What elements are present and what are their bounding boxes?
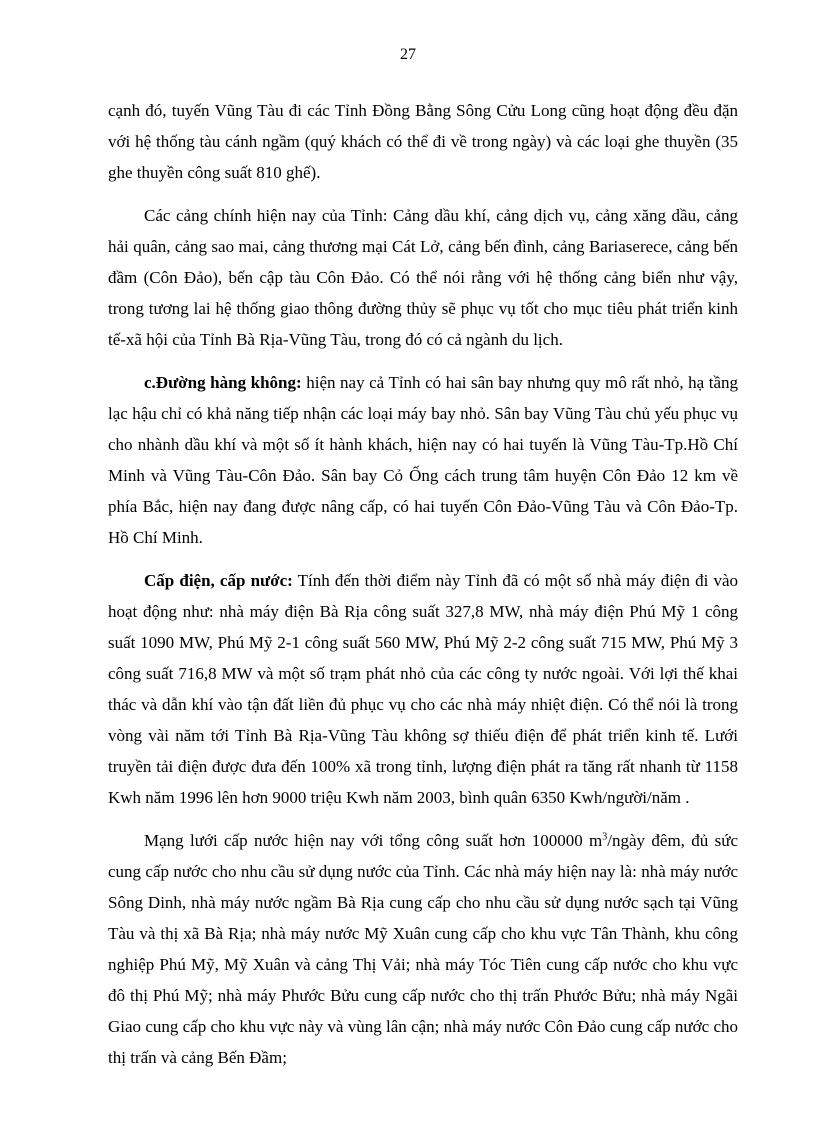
power-water-heading: Cấp điện, cấp nước: <box>144 571 293 590</box>
water-superscript: 3 <box>602 831 608 843</box>
paragraph-ports <box>108 200 738 355</box>
paragraph-power-text: Tính đến thời điểm này Tỉnh đã có một số nhà máy điện đi vào hoạt động như: nhà máy điện Bà Rịa công suất 327,8 MW, nhà máy điện Phú Mỹ 1 công suất 1090 MW, Phú Mỹ 2-1 công suất 560 MW, Phú Mỹ 2-2 công suất 715 MW, Phú Mỹ 3 công suất 716,8 MW và một số trạm phát nhỏ của các công ty nước ngoài. Với lợi thế khai thác và dẫn khí vào tận đất liền đủ phục vụ cho các nhà máy nhiệt điện. Có thể nói là trong vòng vài năm tới Tỉnh Bà Rịa-Vũng Tàu không sợ thiếu điện để phát triển kinh tế. Lưới truyền tải điện được đưa đến 100% xã trong tỉnh, lượng điện phát ra tăng rất nhanh từ 1158 Kwh năm 1996 lên hơn 9000 triệu Kwh năm 2003, bình quân 6350 Kwh/người/năm . <box>108 571 738 807</box>
paragraph-ports-text: Các cảng chính hiện nay của Tỉnh: Cảng dầu khí, cảng dịch vụ, cảng xăng dầu, cảng hải quân, cảng sao mai, cảng thương mại Cát Lở, cảng bến đình, cảng Bariaserece, cảng bến đầm (Côn Đảo), bến cập tàu Côn Đảo. Có thể nói rằng với hệ thống cảng biển như vậy, trong tương lai hệ thống giao thông đường thủy sẽ phục vụ tốt cho mục tiêu phát triển kinh tế-xã hội của Tỉnh Bà Rịa-Vũng Tàu, trong đó có cả ngành du lịch. <box>108 206 738 349</box>
paragraph-water <box>108 825 738 1073</box>
water-text-before: Mạng lưới cấp nước hiện nay với tổng công suất hơn 100000 m <box>144 831 603 850</box>
paragraph-ferry <box>108 95 738 188</box>
paragraph-airways-text: hiện nay cả Tỉnh có hai sân bay nhưng quy mô rất nhỏ, hạ tầng lạc hậu chỉ có khả năng tiếp nhận các loại máy bay nhỏ. Sân bay Vũng Tàu chủ yếu phục vụ cho nhành dầu khí và một số ít hành khách, hiện nay có hai tuyến là Vũng Tàu-Tp.Hồ Chí Minh và Vũng Tàu-Côn Đảo. Sân bay Cỏ Ống cách trung tâm huyện Côn Đảo 12 km về phía Bắc, hiện nay đang được nâng cấp, có hai tuyến Côn Đảo-Vũng Tàu và Côn Đảo-Tp. Hồ Chí Minh. <box>108 373 739 547</box>
paragraph-ferry-text: cạnh đó, tuyến Vũng Tàu đi các Tỉnh Đồng Bằng Sông Cửu Long cũng hoạt động đều đặn với hệ thống tàu cánh ngầm (quý khách có thể đi về trong ngày) và các loại ghe thuyền (35 ghe thuyền công suất 810 ghế). <box>108 101 738 182</box>
body-text <box>108 95 738 1085</box>
water-text-after: /ngày đêm, đủ sức cung cấp nước cho nhu cầu sử dụng nước của Tỉnh. Các nhà máy hiện nay là: nhà máy nước Sông Dinh, nhà máy nước ngầm Bà Rịa cung cấp cho nhu cầu sử dụng nước sạch tại Vũng Tàu và thị xã Bà Rịa; nhà máy nước Mỹ Xuân cung cấp cho khu vực Tân Thành, khu công nghiệp Phú Mỹ, Mỹ Xuân và cảng Thị Vải; nhà máy Tóc Tiên cung cấp nước cho khu vực đô thị Phú Mỹ; nhà máy Phước Bửu cung cấp nước cho thị trấn Phước Bửu; nhà máy Ngãi Giao cung cấp cho khu vực này và vùng lân cận; nhà máy nước Côn Đảo cung cấp nước cho thị trấn và cảng Bến Đầm; <box>108 831 738 1067</box>
page-number: 27 <box>400 46 416 63</box>
airways-heading: c.Đường hàng không: <box>144 373 302 392</box>
paragraph-power <box>108 565 738 813</box>
paragraph-airways <box>108 367 738 553</box>
